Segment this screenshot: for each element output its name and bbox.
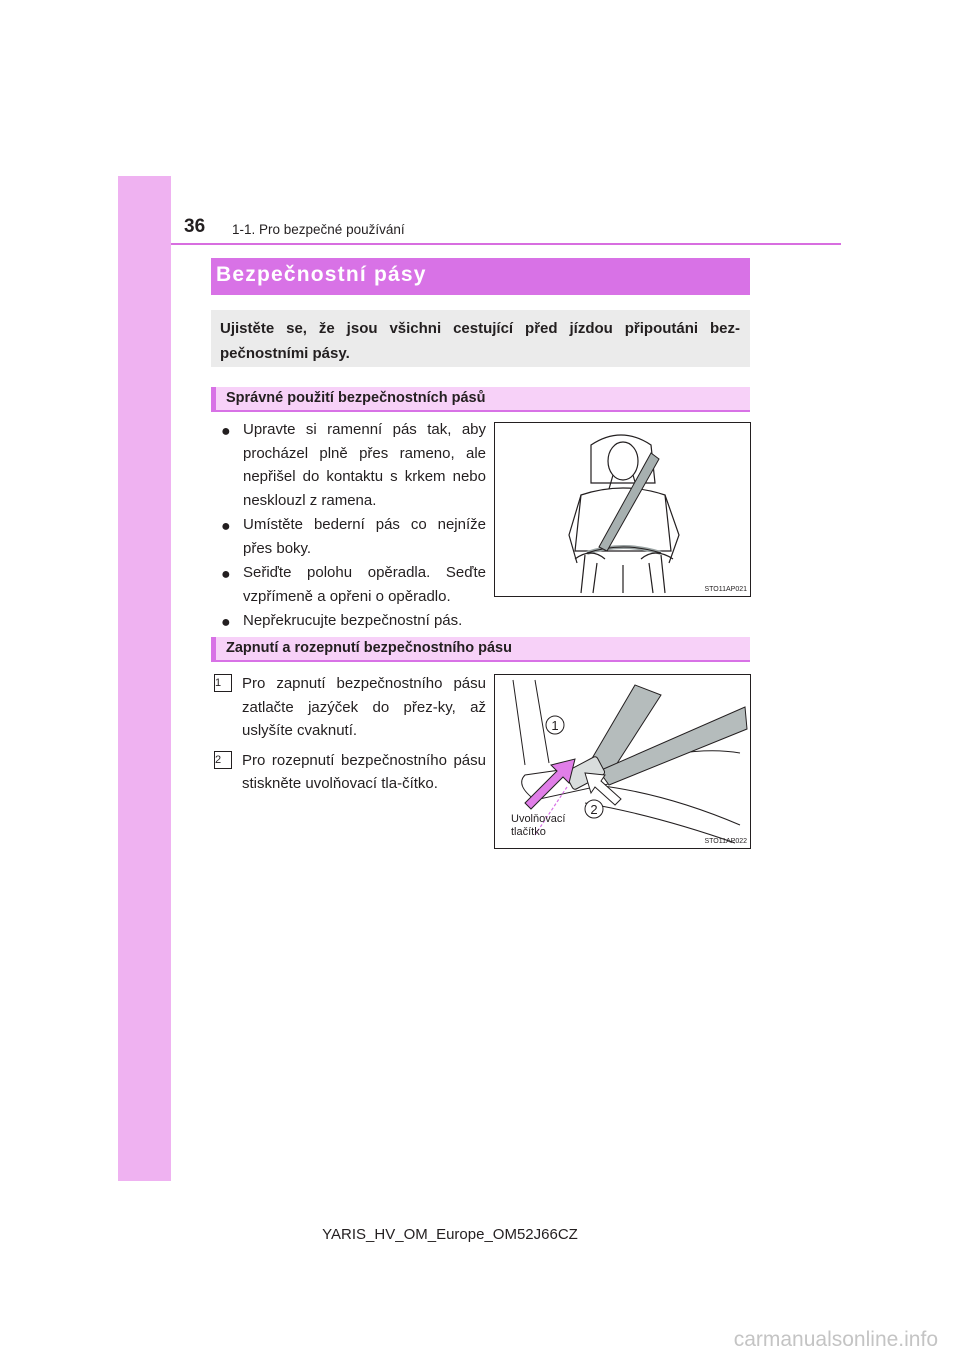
bullet-list: [221, 418, 486, 634]
section-heading-text: Zapnutí a rozepnutí bezpečnostního pásu: [226, 640, 512, 656]
step-text: Pro rozepnutí bezpečnostního pásu stiskněte uvolňovací tla-čítko.: [242, 751, 486, 792]
release-button-label-line2: tlačítko: [511, 826, 546, 838]
section-heading-text: Správné použití bezpečnostních pásů: [226, 390, 486, 406]
bullet-icon: ●: [221, 614, 231, 631]
step-number-badge: 2: [214, 751, 232, 769]
bullet-icon: ●: [221, 423, 231, 440]
bullet-icon: ●: [221, 566, 231, 583]
footer-doc-id: YARIS_HV_OM_Europe_OM52J66CZ: [322, 1226, 578, 1243]
page-title: Bezpečnostní pásy: [216, 263, 427, 286]
step-item-2: [214, 749, 486, 796]
list-item: ● Seřiďte polohu opěradla. Seďte vzpřímeně a opřeni o opěradlo.: [221, 564, 486, 605]
list-item: ● Upravte si ramenní pás tak, aby procházel plně přes rameno, ale nepřišel do kontaktu s krkem nebo nesklouzl z ramena.: [221, 421, 486, 509]
bullet-icon: ●: [221, 518, 231, 535]
figure-callout-2: 2: [590, 802, 598, 817]
page-number: 36: [184, 216, 206, 237]
step-list: [214, 672, 486, 802]
figure-code: STO11AP022: [704, 838, 747, 845]
chapter-title: 1-1. Pro bezpečné používání: [232, 222, 405, 237]
buckle-illustration: [495, 675, 750, 848]
step-number-badge: 1: [214, 674, 232, 692]
intro-text: Ujistěte se, že jsou všichni cestující před jízdou připoutáni bez-pečnostními pásy.: [220, 320, 740, 362]
header-divider: [171, 243, 841, 245]
watermark: carmanualsonline.info: [733, 1328, 938, 1351]
release-button-label-line1: Uvolňovací: [511, 813, 566, 825]
figure-seated-occupant: [494, 422, 751, 597]
list-item: ● Nepřekrucujte bezpečnostní pás.: [221, 609, 486, 633]
figure-buckle: [494, 674, 751, 849]
footer: [0, 1226, 960, 1243]
figure-callout-1: 1: [551, 718, 559, 733]
figure-code: STO11AP021: [704, 586, 747, 593]
side-tab-band: [118, 176, 171, 1181]
section-heading-proper-use: [211, 387, 750, 412]
seated-person-illustration: [495, 423, 750, 596]
step-item-1: [214, 672, 486, 743]
list-item: ● Umístěte bederní pás co nejníže přes boky.: [221, 516, 486, 557]
section-heading-buckling: [211, 637, 750, 662]
step-text: Pro zapnutí bezpečnostního pásu zatlačte jazýček do přez-ky, až uslyšíte cvaknutí.: [242, 675, 486, 739]
